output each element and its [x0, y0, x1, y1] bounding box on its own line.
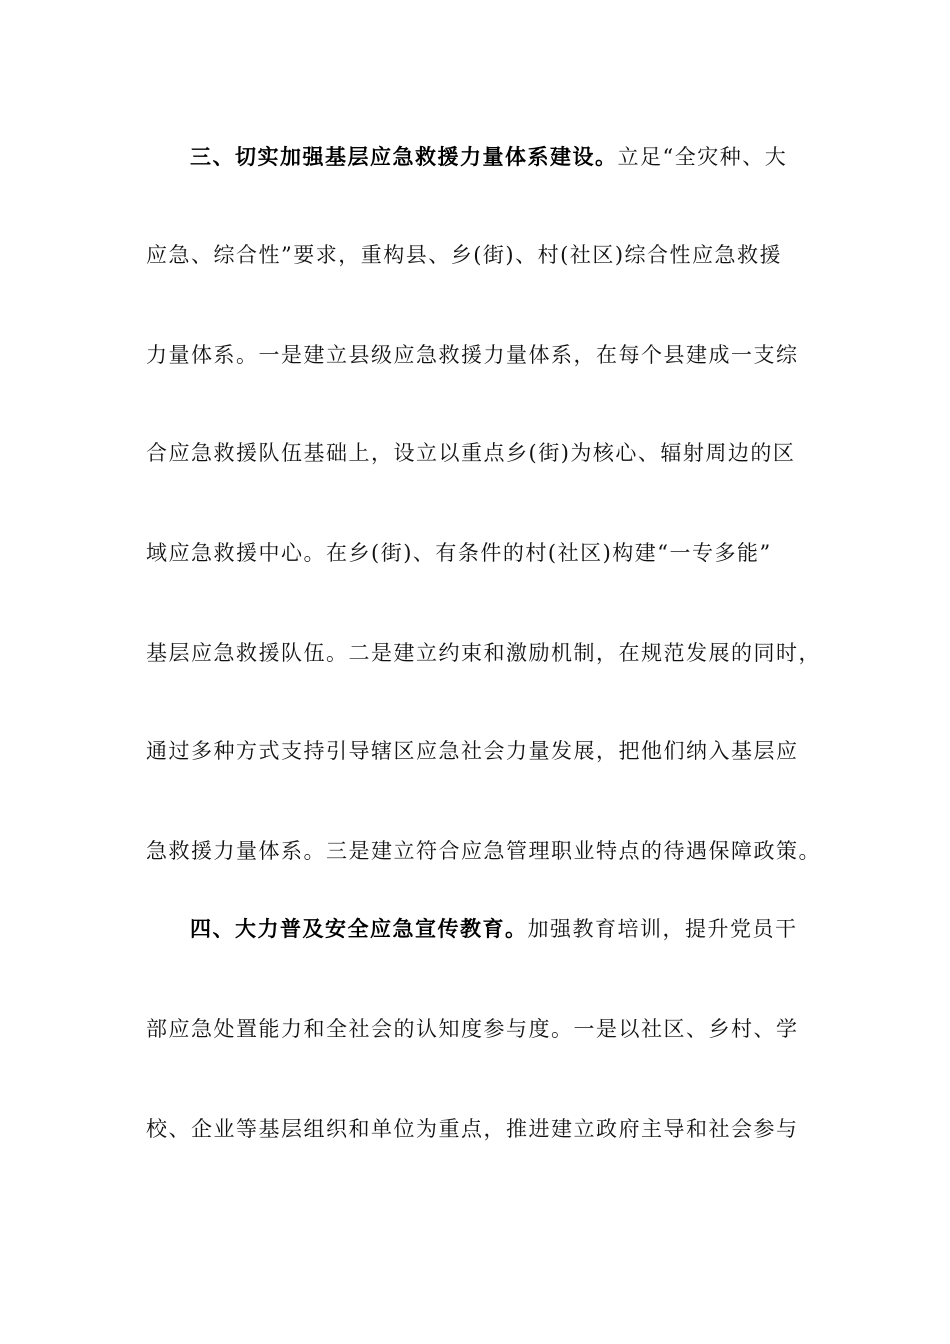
paragraph-2-line-1-text: 加强教育培训，提升党员干: [527, 917, 798, 941]
section-3-heading: 三、切实加强基层应急救援力量体系建设。: [190, 145, 618, 169]
paragraph-1-line-7: 通过多种方式支持引导辖区应急社会力量发展，把他们纳入基层应: [146, 739, 799, 763]
paragraph-1-line-4: 合应急救援队伍基础上，设立以重点乡(街)为核心、辐射周边的区: [146, 441, 796, 465]
paragraph-2-line-3: 校、企业等基层组织和单位为重点，推进建立政府主导和社会参与: [146, 1117, 799, 1141]
paragraph-1-line-1: [190, 142, 806, 172]
paragraph-2-line-2: 部应急处置能力和全社会的认知度参与度。一是以社区、乡村、学: [146, 1017, 799, 1041]
paragraph-1-line-6: 基层应急救援队伍。二是建立约束和激励机制，在规范发展的同时，: [146, 641, 821, 665]
paragraph-2-line-1: [190, 914, 806, 944]
paragraph-1-line-5: 域应急救援中心。在乡(街)、有条件的村(社区)构建“一专多能”: [146, 541, 772, 565]
paragraph-1-line-1-text: 立足“全灾种、大: [617, 145, 788, 169]
paragraph-1-line-2: 应急、综合性”要求，重构县、乡(街)、村(社区)综合性应急救援: [146, 243, 783, 267]
paragraph-1-line-8: 急救援力量体系。三是建立符合应急管理职业特点的待遇保障政策。: [146, 839, 821, 863]
paragraph-1-line-3: 力量体系。一是建立县级应急救援力量体系，在每个县建成一支综: [146, 343, 799, 367]
section-4-heading: 四、大力普及安全应急宣传教育。: [190, 917, 528, 941]
